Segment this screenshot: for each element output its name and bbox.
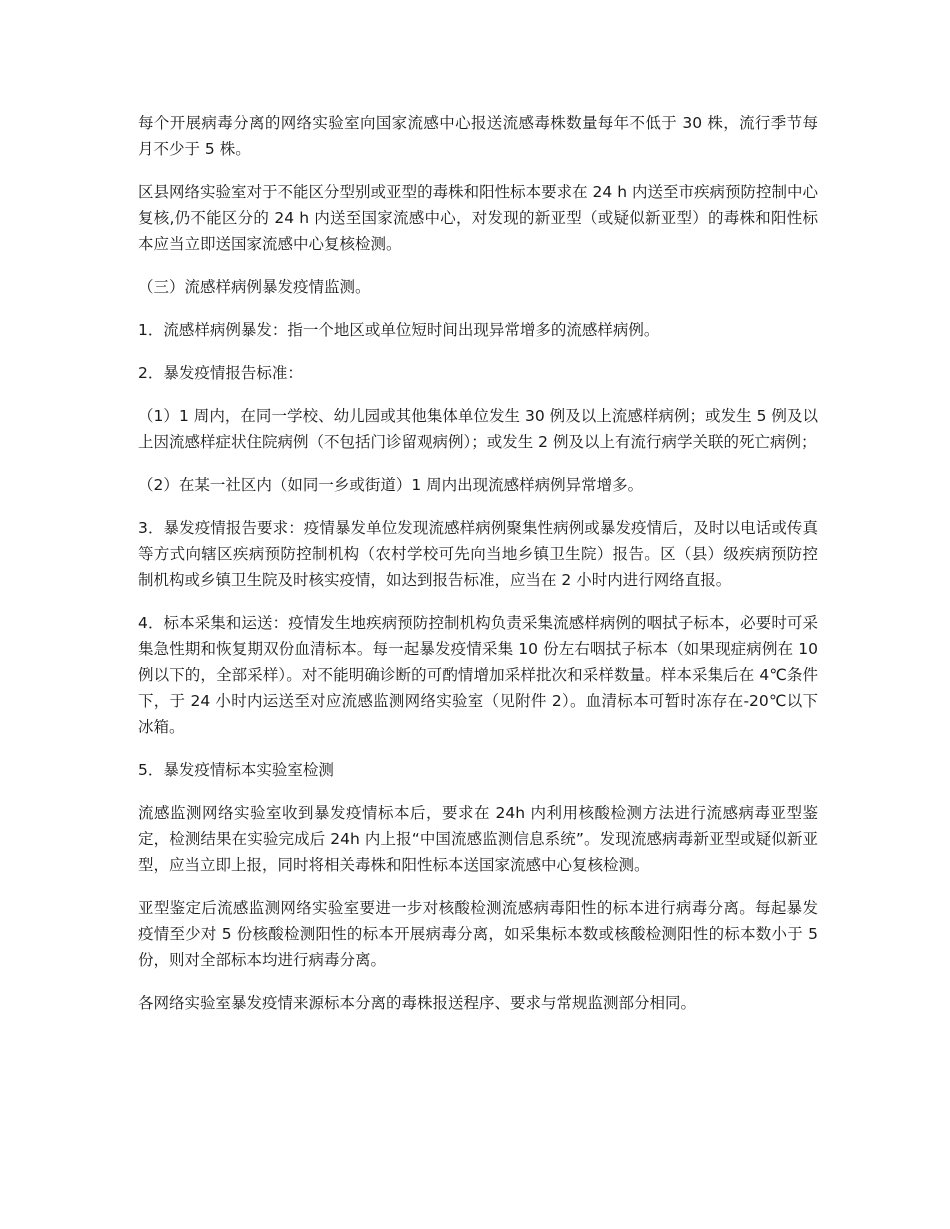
paragraph-sample-collection: 4．标本采集和运送：疫情发生地疾病预防控制机构负责采集流感样病例的咽拭子标本，必要时可采集急性期和恢复期双份血清标本。每一起暴发疫情采集 10 份左右咽拭子标本（如果现症病例在 10 例以下的，全部采样）。对不能明确诊断的可酌情增加采样批次和采样数量。样本采集后在 4℃条件下，于 24 小时内运送至对应流感监测网络实验室（见附件 2）。血清标本可暂时冻存在-20℃以下冰箱。 [138,614,818,736]
paragraph-report-criteria-heading: 2．暴发疫情报告标准： [138,364,303,382]
section-heading-outbreak-monitoring: （三）流感样病例暴发疫情监测。 [138,278,371,296]
paragraph-strain-quota: 每个开展病毒分离的网络实验室向国家流感中心报送流感毒株数量每年不低于 30 株，流行季节每月不少于 5 株。 [138,114,818,158]
paragraph-criteria-1: （1）1 周内，在同一学校、幼儿园或其他集体单位发生 30 例及以上流感样病例；或发生 5 例及以上因流感样症状住院病例（不包括门诊留观病例）；或发生 2 例及以上有流行病学关联的死亡病例； [138,407,818,451]
paragraph-lab-testing-heading: 5．暴发疫情标本实验室检测 [138,761,334,779]
paragraph-lab-testing: 流感监测网络实验室收到暴发疫情标本后，要求在 24h 内利用核酸检测方法进行流感病毒亚型鉴定，检测结果在实验完成后 24h 内上报“中国流感监测信息系统”。发现流感病毒新亚型或疑似新亚型，应当立即上报，同时将相关毒株和阳性标本送国家流感中心复核检测。 [138,804,818,874]
paragraph-county-lab-review: 区县网络实验室对于不能区分型别或亚型的毒株和阳性标本要求在 24 h 内送至市疾病预防控制中心复核,仍不能区分的 24 h 内送至国家流感中心，对发现的新亚型（或疑似新亚型）的毒株和阳性标本应当立即送国家流感中心复核检测。 [138,183,818,253]
document-body [138,110,818,1033]
paragraph-virus-isolation: 亚型鉴定后流感监测网络实验室要进一步对核酸检测流感病毒阳性的标本进行病毒分离。每起暴发疫情至少对 5 份核酸检测阳性的标本开展病毒分离，如采集标本数或核酸检测阳性的标本数小于 5 份，则对全部标本均进行病毒分离。 [138,899,818,969]
paragraph-report-requirements: 3．暴发疫情报告要求：疫情暴发单位发现流感样病例聚集性病例或暴发疫情后，及时以电话或传真等方式向辖区疾病预防控制机构（农村学校可先向当地乡镇卫生院）报告。区（县）级疾病预防控制机构或乡镇卫生院及时核实疫情，如达到报告标准，应当在 2 小时内进行网络直报。 [138,519,818,589]
paragraph-criteria-2: （2）在某一社区内（如同一乡或街道）1 周内出现流感样病例异常增多。 [138,476,644,494]
paragraph-outbreak-definition: 1．流感样病例暴发：指一个地区或单位短时间出现异常增多的流感样病例。 [138,321,660,339]
paragraph-strain-submission: 各网络实验室暴发疫情来源标本分离的毒株报送程序、要求与常规监测部分相同。 [138,994,697,1012]
